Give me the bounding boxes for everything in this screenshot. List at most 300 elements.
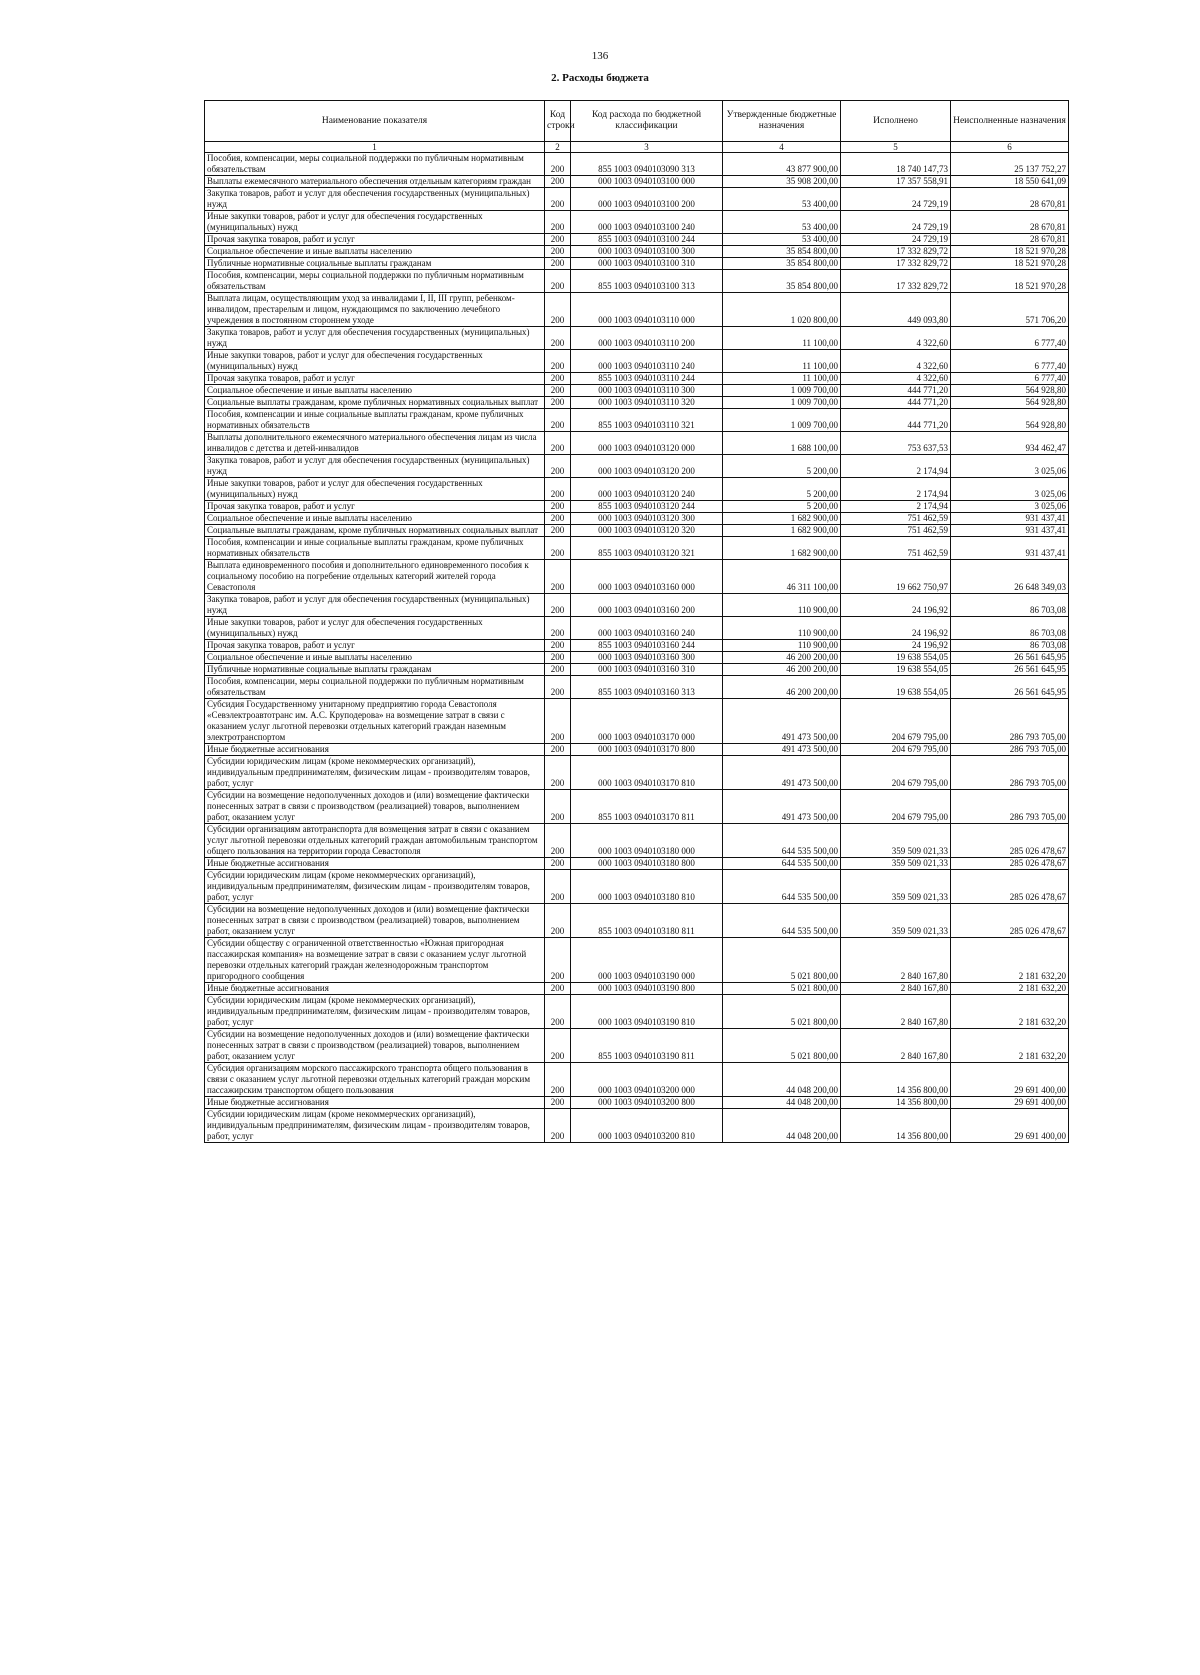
- row-line-code: 200: [545, 1063, 571, 1097]
- row-line-code: 200: [545, 983, 571, 995]
- row-line-code: 200: [545, 756, 571, 790]
- table-row: [205, 790, 1069, 824]
- table-row: [205, 858, 1069, 870]
- row-expense-code: 855 1003 0940103120 321: [571, 537, 723, 560]
- row-expense-code: 855 1003 0940103110 321: [571, 409, 723, 432]
- header-line-code: Код строки: [545, 101, 571, 142]
- row-approved: 53 400,00: [723, 211, 841, 234]
- row-name: Иные закупки товаров, работ и услуг для обеспечения государственных (муниципальных) нужд: [205, 350, 545, 373]
- row-name: Закупка товаров, работ и услуг для обеспечения государственных (муниципальных) нужд: [205, 188, 545, 211]
- row-name: Социальные выплаты гражданам, кроме публичных нормативных социальных выплат: [205, 397, 545, 409]
- table-row: [205, 652, 1069, 664]
- table-row: [205, 293, 1069, 327]
- row-name: Прочая закупка товаров, работ и услуг: [205, 501, 545, 513]
- row-executed: 2 174,94: [841, 455, 951, 478]
- row-unexecuted: 3 025,06: [951, 501, 1069, 513]
- row-approved: 110 900,00: [723, 640, 841, 652]
- row-unexecuted: 86 703,08: [951, 594, 1069, 617]
- row-approved: 46 200 200,00: [723, 652, 841, 664]
- table-header-row: [205, 101, 1069, 142]
- row-approved: 1 688 100,00: [723, 432, 841, 455]
- row-name: Субсидии юридическим лицам (кроме некоммерческих организаций), индивидуальным предпринимателям, физическим лицам - производителям товаров, работ, услуг: [205, 1109, 545, 1143]
- row-executed: 19 638 554,05: [841, 676, 951, 699]
- row-unexecuted: 28 670,81: [951, 234, 1069, 246]
- row-line-code: 200: [545, 617, 571, 640]
- row-executed: 4 322,60: [841, 350, 951, 373]
- row-executed: 17 357 558,91: [841, 176, 951, 188]
- row-unexecuted: 26 561 645,95: [951, 652, 1069, 664]
- row-unexecuted: 285 026 478,67: [951, 904, 1069, 938]
- table-body: [205, 153, 1069, 1143]
- row-executed: 2 174,94: [841, 501, 951, 513]
- row-line-code: 200: [545, 824, 571, 858]
- row-expense-code: 000 1003 0940103100 240: [571, 211, 723, 234]
- row-line-code: 200: [545, 858, 571, 870]
- row-unexecuted: 86 703,08: [951, 617, 1069, 640]
- row-expense-code: 855 1003 0940103170 811: [571, 790, 723, 824]
- row-name: Субсидия организациям морского пассажирского транспорта общего пользования в связи с оказанием услуг льготной перевозки отдельных категорий граждан морским пассажирским транспортом общего пользования: [205, 1063, 545, 1097]
- row-expense-code: 000 1003 0940103170 810: [571, 756, 723, 790]
- row-line-code: 200: [545, 176, 571, 188]
- table-row: [205, 501, 1069, 513]
- row-unexecuted: 286 793 705,00: [951, 756, 1069, 790]
- row-approved: 46 311 100,00: [723, 560, 841, 594]
- row-unexecuted: 931 437,41: [951, 537, 1069, 560]
- row-executed: 449 093,80: [841, 293, 951, 327]
- row-approved: 44 048 200,00: [723, 1097, 841, 1109]
- row-executed: 359 509 021,33: [841, 870, 951, 904]
- row-executed: 24 196,92: [841, 640, 951, 652]
- row-executed: 19 662 750,97: [841, 560, 951, 594]
- row-approved: 5 200,00: [723, 455, 841, 478]
- table-row: [205, 258, 1069, 270]
- row-approved: 1 682 900,00: [723, 537, 841, 560]
- row-name: Прочая закупка товаров, работ и услуг: [205, 373, 545, 385]
- row-name: Пособия, компенсации, меры социальной поддержки по публичным нормативным обязательствам: [205, 270, 545, 293]
- row-unexecuted: 28 670,81: [951, 188, 1069, 211]
- header-expense-code: Код расхода по бюджетной классификации: [571, 101, 723, 142]
- row-expense-code: 000 1003 0940103160 200: [571, 594, 723, 617]
- table-row: [205, 270, 1069, 293]
- table-row: [205, 594, 1069, 617]
- row-expense-code: 000 1003 0940103200 810: [571, 1109, 723, 1143]
- row-unexecuted: 571 706,20: [951, 293, 1069, 327]
- row-line-code: 200: [545, 1109, 571, 1143]
- row-unexecuted: 26 561 645,95: [951, 664, 1069, 676]
- row-name: Закупка товаров, работ и услуг для обеспечения государственных (муниципальных) нужд: [205, 327, 545, 350]
- row-name: Выплата лицам, осуществляющим уход за инвалидами I, II, III групп, ребенком-инвалидом, престарелым и лицом, нуждающимся по заключению лечебного учреждения в постоянном стороннем уходе: [205, 293, 545, 327]
- row-unexecuted: 2 181 632,20: [951, 1029, 1069, 1063]
- table-row: [205, 676, 1069, 699]
- table-row: [205, 350, 1069, 373]
- row-approved: 35 908 200,00: [723, 176, 841, 188]
- row-line-code: 200: [545, 938, 571, 983]
- row-name: Иные бюджетные ассигнования: [205, 744, 545, 756]
- row-expense-code: 000 1003 0940103120 300: [571, 513, 723, 525]
- column-number: 2: [545, 142, 571, 153]
- row-executed: 24 196,92: [841, 617, 951, 640]
- row-expense-code: 855 1003 0940103180 811: [571, 904, 723, 938]
- row-approved: 491 473 500,00: [723, 699, 841, 744]
- row-line-code: 200: [545, 385, 571, 397]
- table-row: [205, 699, 1069, 744]
- table-row: [205, 744, 1069, 756]
- table-row: [205, 1029, 1069, 1063]
- row-approved: 53 400,00: [723, 188, 841, 211]
- row-approved: 46 200 200,00: [723, 676, 841, 699]
- row-name: Субсидии юридическим лицам (кроме некоммерческих организаций), индивидуальным предпринимателям, физическим лицам - производителям товаров, работ, услуг: [205, 870, 545, 904]
- table-row: [205, 938, 1069, 983]
- row-expense-code: 000 1003 0940103170 000: [571, 699, 723, 744]
- expenses-table: [204, 100, 1069, 1143]
- row-line-code: 200: [545, 373, 571, 385]
- table-row: [205, 478, 1069, 501]
- row-line-code: 200: [545, 455, 571, 478]
- row-executed: 18 740 147,73: [841, 153, 951, 176]
- row-approved: 491 473 500,00: [723, 790, 841, 824]
- row-expense-code: 000 1003 0940103200 000: [571, 1063, 723, 1097]
- row-expense-code: 000 1003 0940103110 200: [571, 327, 723, 350]
- row-line-code: 200: [545, 293, 571, 327]
- row-line-code: 200: [545, 652, 571, 664]
- row-unexecuted: 18 521 970,28: [951, 246, 1069, 258]
- row-executed: 17 332 829,72: [841, 258, 951, 270]
- row-expense-code: 000 1003 0940103190 810: [571, 995, 723, 1029]
- row-expense-code: 000 1003 0940103110 240: [571, 350, 723, 373]
- row-expense-code: 000 1003 0940103180 810: [571, 870, 723, 904]
- row-line-code: 200: [545, 258, 571, 270]
- row-name: Выплата единовременного пособия и дополнительного единовременного пособия к социальному пособию на погребение отдельных категорий жителей города Севастополя: [205, 560, 545, 594]
- row-line-code: 200: [545, 560, 571, 594]
- row-line-code: 200: [545, 513, 571, 525]
- row-approved: 53 400,00: [723, 234, 841, 246]
- row-approved: 11 100,00: [723, 350, 841, 373]
- row-expense-code: 855 1003 0940103160 244: [571, 640, 723, 652]
- row-executed: 24 729,19: [841, 188, 951, 211]
- row-approved: 35 854 800,00: [723, 270, 841, 293]
- row-executed: 24 196,92: [841, 594, 951, 617]
- table-row: [205, 537, 1069, 560]
- row-approved: 1 009 700,00: [723, 397, 841, 409]
- column-number-row: [205, 142, 1069, 153]
- row-expense-code: 000 1003 0940103160 000: [571, 560, 723, 594]
- row-expense-code: 855 1003 0940103120 244: [571, 501, 723, 513]
- row-expense-code: 000 1003 0940103110 000: [571, 293, 723, 327]
- row-expense-code: 855 1003 0940103090 313: [571, 153, 723, 176]
- row-executed: 751 462,59: [841, 513, 951, 525]
- table-row: [205, 409, 1069, 432]
- row-unexecuted: 286 793 705,00: [951, 790, 1069, 824]
- row-executed: 2 840 167,80: [841, 1029, 951, 1063]
- row-unexecuted: 6 777,40: [951, 373, 1069, 385]
- row-unexecuted: 934 462,47: [951, 432, 1069, 455]
- row-expense-code: 000 1003 0940103120 000: [571, 432, 723, 455]
- column-number: 3: [571, 142, 723, 153]
- row-expense-code: 000 1003 0940103190 000: [571, 938, 723, 983]
- row-unexecuted: 18 521 970,28: [951, 258, 1069, 270]
- row-line-code: 200: [545, 904, 571, 938]
- row-unexecuted: 286 793 705,00: [951, 699, 1069, 744]
- row-line-code: 200: [545, 327, 571, 350]
- row-name: Субсидии обществу с ограниченной ответственностью «Южная пригородная пассажирская компания» на возмещение затрат в связи с оказанием услуг льготной перевозки отдельных категорий граждан железнодорожным транспортом пригородного сообщения: [205, 938, 545, 983]
- table-row: [205, 560, 1069, 594]
- column-number: 4: [723, 142, 841, 153]
- row-approved: 11 100,00: [723, 327, 841, 350]
- row-unexecuted: 2 181 632,20: [951, 983, 1069, 995]
- row-unexecuted: 6 777,40: [951, 350, 1069, 373]
- row-executed: 204 679 795,00: [841, 790, 951, 824]
- row-expense-code: 855 1003 0940103160 313: [571, 676, 723, 699]
- row-unexecuted: 3 025,06: [951, 478, 1069, 501]
- row-approved: 44 048 200,00: [723, 1063, 841, 1097]
- row-unexecuted: 3 025,06: [951, 455, 1069, 478]
- row-unexecuted: 18 550 641,09: [951, 176, 1069, 188]
- row-name: Иные закупки товаров, работ и услуг для обеспечения государственных (муниципальных) нужд: [205, 211, 545, 234]
- table-row: [205, 525, 1069, 537]
- page-number: 136: [591, 50, 609, 62]
- row-name: Публичные нормативные социальные выплаты гражданам: [205, 258, 545, 270]
- header-unexecuted: Неисполненные назначения: [951, 101, 1069, 142]
- row-unexecuted: 285 026 478,67: [951, 870, 1069, 904]
- header-name: Наименование показателя: [205, 101, 545, 142]
- row-name: Пособия, компенсации и иные социальные выплаты гражданам, кроме публичных нормативных обязательств: [205, 409, 545, 432]
- row-expense-code: 000 1003 0940103180 000: [571, 824, 723, 858]
- row-approved: 5 021 800,00: [723, 938, 841, 983]
- row-line-code: 200: [545, 234, 571, 246]
- row-unexecuted: 285 026 478,67: [951, 858, 1069, 870]
- row-unexecuted: 286 793 705,00: [951, 744, 1069, 756]
- row-expense-code: 000 1003 0940103120 320: [571, 525, 723, 537]
- row-line-code: 200: [545, 153, 571, 176]
- row-name: Пособия, компенсации, меры социальной поддержки по публичным нормативным обязательствам: [205, 676, 545, 699]
- table-row: [205, 756, 1069, 790]
- row-approved: 46 200 200,00: [723, 664, 841, 676]
- row-name: Пособия, компенсации, меры социальной поддержки по публичным нормативным обязательствам: [205, 153, 545, 176]
- row-executed: 204 679 795,00: [841, 756, 951, 790]
- table-row: [205, 153, 1069, 176]
- row-approved: 1 682 900,00: [723, 513, 841, 525]
- row-approved: 1 020 800,00: [723, 293, 841, 327]
- row-executed: 2 174,94: [841, 478, 951, 501]
- row-name: Иные бюджетные ассигнования: [205, 858, 545, 870]
- row-unexecuted: 564 928,80: [951, 409, 1069, 432]
- table-row: [205, 824, 1069, 858]
- row-approved: 491 473 500,00: [723, 756, 841, 790]
- table-row: [205, 617, 1069, 640]
- row-executed: 444 771,20: [841, 397, 951, 409]
- row-expense-code: 000 1003 0940103170 800: [571, 744, 723, 756]
- row-line-code: 200: [545, 525, 571, 537]
- row-name: Иные бюджетные ассигнования: [205, 983, 545, 995]
- row-name: Иные закупки товаров, работ и услуг для обеспечения государственных (муниципальных) нужд: [205, 478, 545, 501]
- table-row: [205, 640, 1069, 652]
- table-row: [205, 513, 1069, 525]
- row-line-code: 200: [545, 211, 571, 234]
- row-line-code: 200: [545, 640, 571, 652]
- table-row: [205, 1109, 1069, 1143]
- row-executed: 19 638 554,05: [841, 664, 951, 676]
- row-line-code: 200: [545, 537, 571, 560]
- row-executed: 2 840 167,80: [841, 995, 951, 1029]
- row-name: Социальное обеспечение и иные выплаты населению: [205, 652, 545, 664]
- row-expense-code: 855 1003 0940103100 313: [571, 270, 723, 293]
- row-line-code: 200: [545, 501, 571, 513]
- row-unexecuted: 25 137 752,27: [951, 153, 1069, 176]
- row-unexecuted: 564 928,80: [951, 397, 1069, 409]
- row-expense-code: 000 1003 0940103200 800: [571, 1097, 723, 1109]
- row-approved: 5 021 800,00: [723, 1029, 841, 1063]
- row-name: Выплаты дополнительного ежемесячного материального обеспечения лицам из числа инвалидов с детства и детей-инвалидов: [205, 432, 545, 455]
- row-line-code: 200: [545, 432, 571, 455]
- row-expense-code: 000 1003 0940103120 240: [571, 478, 723, 501]
- table-row: [205, 397, 1069, 409]
- row-name: Иные бюджетные ассигнования: [205, 1097, 545, 1109]
- row-line-code: 200: [545, 270, 571, 293]
- row-unexecuted: 931 437,41: [951, 513, 1069, 525]
- row-executed: 359 509 021,33: [841, 904, 951, 938]
- table-row: [205, 995, 1069, 1029]
- row-executed: 14 356 800,00: [841, 1109, 951, 1143]
- row-approved: 5 200,00: [723, 478, 841, 501]
- row-line-code: 200: [545, 350, 571, 373]
- row-name: Социальное обеспечение и иные выплаты населению: [205, 246, 545, 258]
- row-approved: 5 021 800,00: [723, 983, 841, 995]
- row-unexecuted: 29 691 400,00: [951, 1097, 1069, 1109]
- row-name: Социальные выплаты гражданам, кроме публичных нормативных социальных выплат: [205, 525, 545, 537]
- row-expense-code: 855 1003 0940103100 244: [571, 234, 723, 246]
- row-executed: 14 356 800,00: [841, 1097, 951, 1109]
- column-number: 6: [951, 142, 1069, 153]
- row-approved: 1 009 700,00: [723, 409, 841, 432]
- row-name: Субсидии на возмещение недополученных доходов и (или) возмещение фактически понесенных затрат в связи с производством (реализацией) товаров, выполнением работ, оказанием услуг: [205, 790, 545, 824]
- section-title: 2. Расходы бюджета: [551, 72, 649, 84]
- row-unexecuted: 931 437,41: [951, 525, 1069, 537]
- row-name: Субсидии юридическим лицам (кроме некоммерческих организаций), индивидуальным предпринимателям, физическим лицам - производителям товаров, работ, услуг: [205, 995, 545, 1029]
- row-line-code: 200: [545, 594, 571, 617]
- row-expense-code: 000 1003 0940103100 310: [571, 258, 723, 270]
- row-approved: 1 682 900,00: [723, 525, 841, 537]
- row-executed: 4 322,60: [841, 373, 951, 385]
- row-unexecuted: 29 691 400,00: [951, 1063, 1069, 1097]
- row-executed: 14 356 800,00: [841, 1063, 951, 1097]
- column-number: 1: [205, 142, 545, 153]
- row-expense-code: 000 1003 0940103160 240: [571, 617, 723, 640]
- row-expense-code: 000 1003 0940103160 310: [571, 664, 723, 676]
- row-approved: 110 900,00: [723, 617, 841, 640]
- row-expense-code: 000 1003 0940103110 300: [571, 385, 723, 397]
- row-line-code: 200: [545, 246, 571, 258]
- row-line-code: 200: [545, 664, 571, 676]
- table-row: [205, 176, 1069, 188]
- row-approved: 11 100,00: [723, 373, 841, 385]
- row-approved: 644 535 500,00: [723, 858, 841, 870]
- row-unexecuted: 26 561 645,95: [951, 676, 1069, 699]
- row-executed: 2 840 167,80: [841, 938, 951, 983]
- row-name: Субсидии на возмещение недополученных доходов и (или) возмещение фактически понесенных затрат в связи с производством (реализацией) товаров, выполнением работ, оказанием услуг: [205, 904, 545, 938]
- row-unexecuted: 285 026 478,67: [951, 824, 1069, 858]
- row-name: Закупка товаров, работ и услуг для обеспечения государственных (муниципальных) нужд: [205, 594, 545, 617]
- row-approved: 5 021 800,00: [723, 995, 841, 1029]
- row-unexecuted: 86 703,08: [951, 640, 1069, 652]
- row-approved: 44 048 200,00: [723, 1109, 841, 1143]
- row-expense-code: 855 1003 0940103190 811: [571, 1029, 723, 1063]
- row-executed: 17 332 829,72: [841, 246, 951, 258]
- table-row: [205, 870, 1069, 904]
- row-line-code: 200: [545, 699, 571, 744]
- row-name: Прочая закупка товаров, работ и услуг: [205, 234, 545, 246]
- column-number: 5: [841, 142, 951, 153]
- row-approved: 5 200,00: [723, 501, 841, 513]
- row-executed: 444 771,20: [841, 385, 951, 397]
- row-executed: 359 509 021,33: [841, 824, 951, 858]
- row-unexecuted: 28 670,81: [951, 211, 1069, 234]
- row-line-code: 200: [545, 790, 571, 824]
- row-line-code: 200: [545, 744, 571, 756]
- row-expense-code: 000 1003 0940103160 300: [571, 652, 723, 664]
- row-executed: 24 729,19: [841, 234, 951, 246]
- table-row: [205, 188, 1069, 211]
- row-unexecuted: 2 181 632,20: [951, 938, 1069, 983]
- row-expense-code: 000 1003 0940103120 200: [571, 455, 723, 478]
- row-name: Прочая закупка товаров, работ и услуг: [205, 640, 545, 652]
- row-approved: 35 854 800,00: [723, 258, 841, 270]
- row-line-code: 200: [545, 409, 571, 432]
- row-line-code: 200: [545, 188, 571, 211]
- row-approved: 644 535 500,00: [723, 824, 841, 858]
- row-line-code: 200: [545, 1097, 571, 1109]
- row-approved: 644 535 500,00: [723, 904, 841, 938]
- table-row: [205, 664, 1069, 676]
- row-executed: 751 462,59: [841, 537, 951, 560]
- row-approved: 1 009 700,00: [723, 385, 841, 397]
- row-line-code: 200: [545, 676, 571, 699]
- row-name: Социальное обеспечение и иные выплаты населению: [205, 513, 545, 525]
- header-executed: Исполнено: [841, 101, 951, 142]
- table-row: [205, 1097, 1069, 1109]
- row-unexecuted: 6 777,40: [951, 327, 1069, 350]
- row-line-code: 200: [545, 870, 571, 904]
- table-row: [205, 455, 1069, 478]
- row-executed: 753 637,53: [841, 432, 951, 455]
- row-name: Закупка товаров, работ и услуг для обеспечения государственных (муниципальных) нужд: [205, 455, 545, 478]
- row-executed: 4 322,60: [841, 327, 951, 350]
- row-name: Социальное обеспечение и иные выплаты населению: [205, 385, 545, 397]
- table-row: [205, 234, 1069, 246]
- row-approved: 110 900,00: [723, 594, 841, 617]
- row-unexecuted: 564 928,80: [951, 385, 1069, 397]
- row-executed: 204 679 795,00: [841, 744, 951, 756]
- row-name: Субсидии юридическим лицам (кроме некоммерческих организаций), индивидуальным предпринимателям, физическим лицам - производителям товаров, работ, услуг: [205, 756, 545, 790]
- row-executed: 751 462,59: [841, 525, 951, 537]
- table-row: [205, 385, 1069, 397]
- row-expense-code: 855 1003 0940103110 244: [571, 373, 723, 385]
- row-line-code: 200: [545, 478, 571, 501]
- table-row: [205, 373, 1069, 385]
- row-executed: 24 729,19: [841, 211, 951, 234]
- row-expense-code: 000 1003 0940103100 000: [571, 176, 723, 188]
- row-unexecuted: 18 521 970,28: [951, 270, 1069, 293]
- row-expense-code: 000 1003 0940103100 200: [571, 188, 723, 211]
- row-name: Публичные нормативные социальные выплаты гражданам: [205, 664, 545, 676]
- row-approved: 644 535 500,00: [723, 870, 841, 904]
- row-name: Выплаты ежемесячного материального обеспечения отдельным категориям граждан: [205, 176, 545, 188]
- row-executed: 19 638 554,05: [841, 652, 951, 664]
- row-unexecuted: 29 691 400,00: [951, 1109, 1069, 1143]
- row-executed: 17 332 829,72: [841, 270, 951, 293]
- row-executed: 2 840 167,80: [841, 983, 951, 995]
- row-approved: 43 877 900,00: [723, 153, 841, 176]
- table-row: [205, 211, 1069, 234]
